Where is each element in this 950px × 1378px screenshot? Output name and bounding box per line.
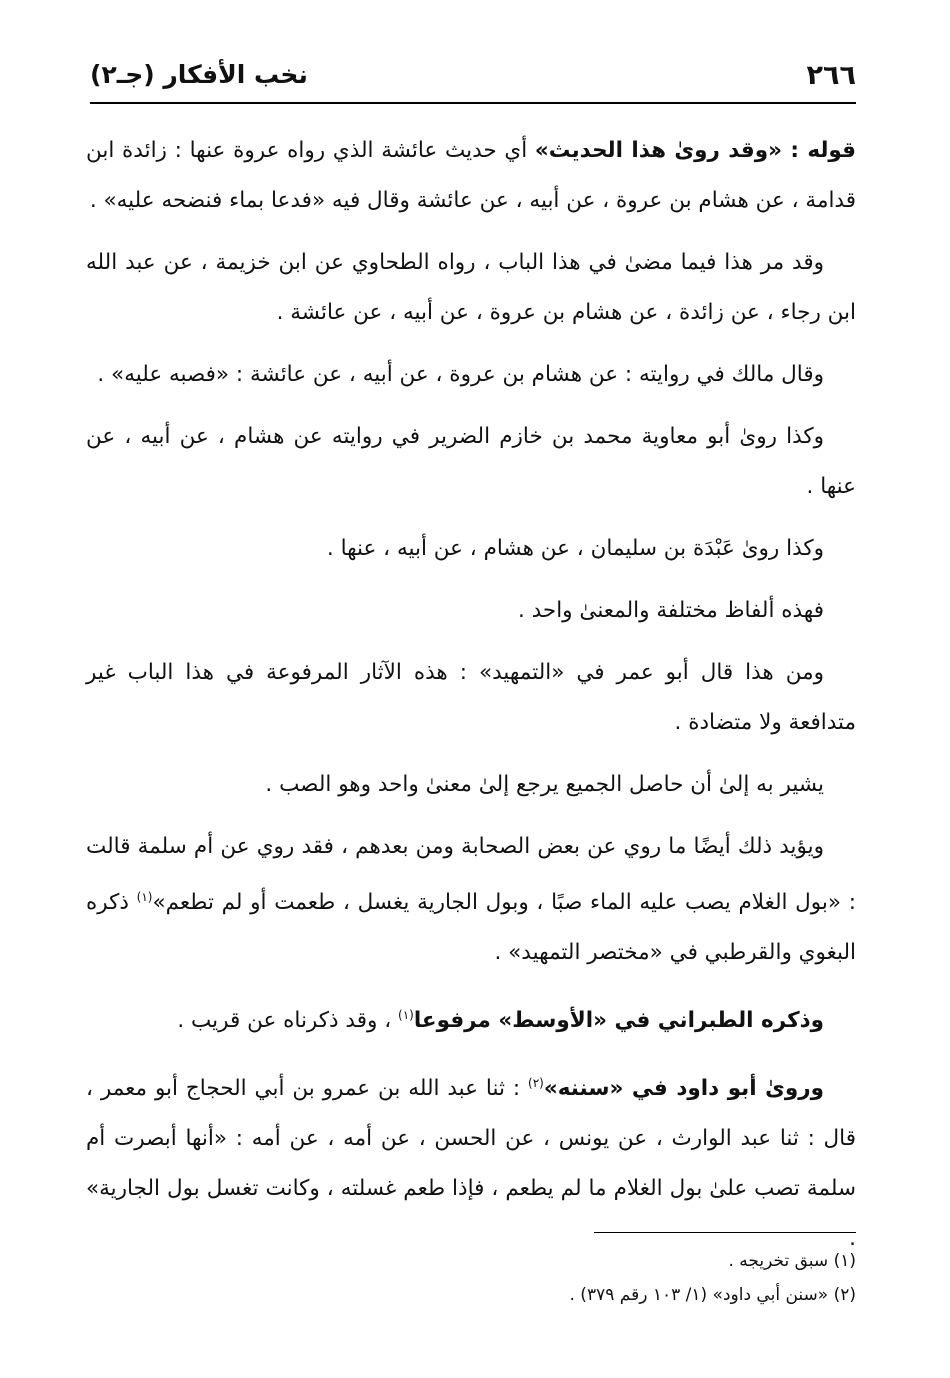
running-title: نخب الأفكار (جـ٢) (90, 60, 308, 89)
main-text (86, 126, 856, 1276)
paragraph-text: ذكره البغوي والقرطبي في «مختصر التمهيد» . (86, 890, 856, 966)
paragraph-text: وكذا روىٰ أبو معاوية محمد بن خازم الضرير في روايته عن هشام ، عن أبيه ، عن عنها . (86, 424, 856, 499)
paragraph-text: ، وقد ذكرناه عن قريب . (177, 1008, 398, 1034)
footnote-separator (594, 1232, 856, 1233)
paragraph (86, 586, 856, 636)
paragraph (86, 760, 856, 810)
bold-lead: وذكره الطبراني في «الأوسط» مرفوعا (413, 1008, 824, 1034)
footnote-ref[interactable]: (١) (398, 1008, 414, 1023)
page-number: ٢٦٦ (806, 60, 856, 91)
paragraph (86, 990, 856, 1046)
paragraph (86, 126, 856, 226)
bold-lead: وروىٰ أبو داود في «سننه» (543, 1076, 824, 1102)
quoted-lead: قوله : «وقد روىٰ هذا الحديث» (534, 138, 856, 163)
paragraph-text: أي حديث عائشة الذي رواه عروة عنها : زائدة ابن قدامة ، عن هشام بن عروة ، عن أبيه ، عن عائشة وقال فيه «فدعا بماء فنضحه عليه» . (86, 138, 856, 213)
header-rule (90, 102, 856, 104)
paragraph-text: وكذا روىٰ عَبْدَة بن سليمان ، عن هشام ، عن أبيه ، عنها . (326, 536, 824, 561)
footnote-2: (٢) «سنن أبي داود» (١/ ١٠٣ رقم ٣٧٩) . (569, 1285, 856, 1305)
footnote-ref[interactable]: (٢) (528, 1076, 544, 1091)
paragraph-text: وقد مر هذا فيما مضىٰ في هذا الباب ، رواه الطحاوي عن ابن خزيمة ، عن عبد الله ابن رجاء ، عن زائدة ، عن هشام بن عروة ، عن أبيه ، عن عائشة . (86, 250, 856, 325)
paragraph-text: : ثنا عبد الله بن عمرو بن أبي الحجاج أبو معمر ، قال : ثنا عبد الوارث ، عن يونس ، عن الحسن ، عن أمه ، عن أمه : «أنها أبصرت أم سلمة تصب علىٰ بول الغلام ما لم يطعم ، فإذا طعم غسلته ، وكانت تغسل بول الجارية» . (86, 1076, 856, 1252)
paragraph-text: ويؤيد ذلك أيضًا ما روي عن بعض الصحابة ومن بعدهم ، فقد روي عن أم سلمة قالت : «بول الغلام يصب عليه الماء صبًا ، وبول الجارية يغسل ، طعمت أو لم تطعم» (86, 834, 856, 916)
paragraph-text: ومن هذا قال أبو عمر في «التمهيد» : هذه الآثار المرفوعة في هذا الباب غير متدافعة ولا متضادة . (86, 660, 856, 735)
page-header (90, 60, 856, 104)
paragraph (86, 822, 856, 978)
paragraph (86, 238, 856, 338)
footnote-ref[interactable]: (١) (136, 890, 153, 904)
paragraph (86, 524, 856, 574)
paragraph (86, 350, 856, 400)
paragraph-text: يشير به إلىٰ أن حاصل الجميع يرجع إلىٰ معنىٰ واحد وهو الصب . (265, 772, 824, 797)
paragraph (86, 412, 856, 512)
paragraph-text: وقال مالك في روايته : عن هشام بن عروة ، عن أبيه ، عن عائشة : «فصبه عليه» . (97, 362, 824, 387)
footnotes (86, 1244, 856, 1312)
paragraph (86, 1058, 856, 1264)
footnote-1: (١) سبق تخريجه . (728, 1251, 856, 1271)
paragraph (86, 648, 856, 748)
paragraph-text: فهذه ألفاظ مختلفة والمعنىٰ واحد . (517, 598, 824, 623)
